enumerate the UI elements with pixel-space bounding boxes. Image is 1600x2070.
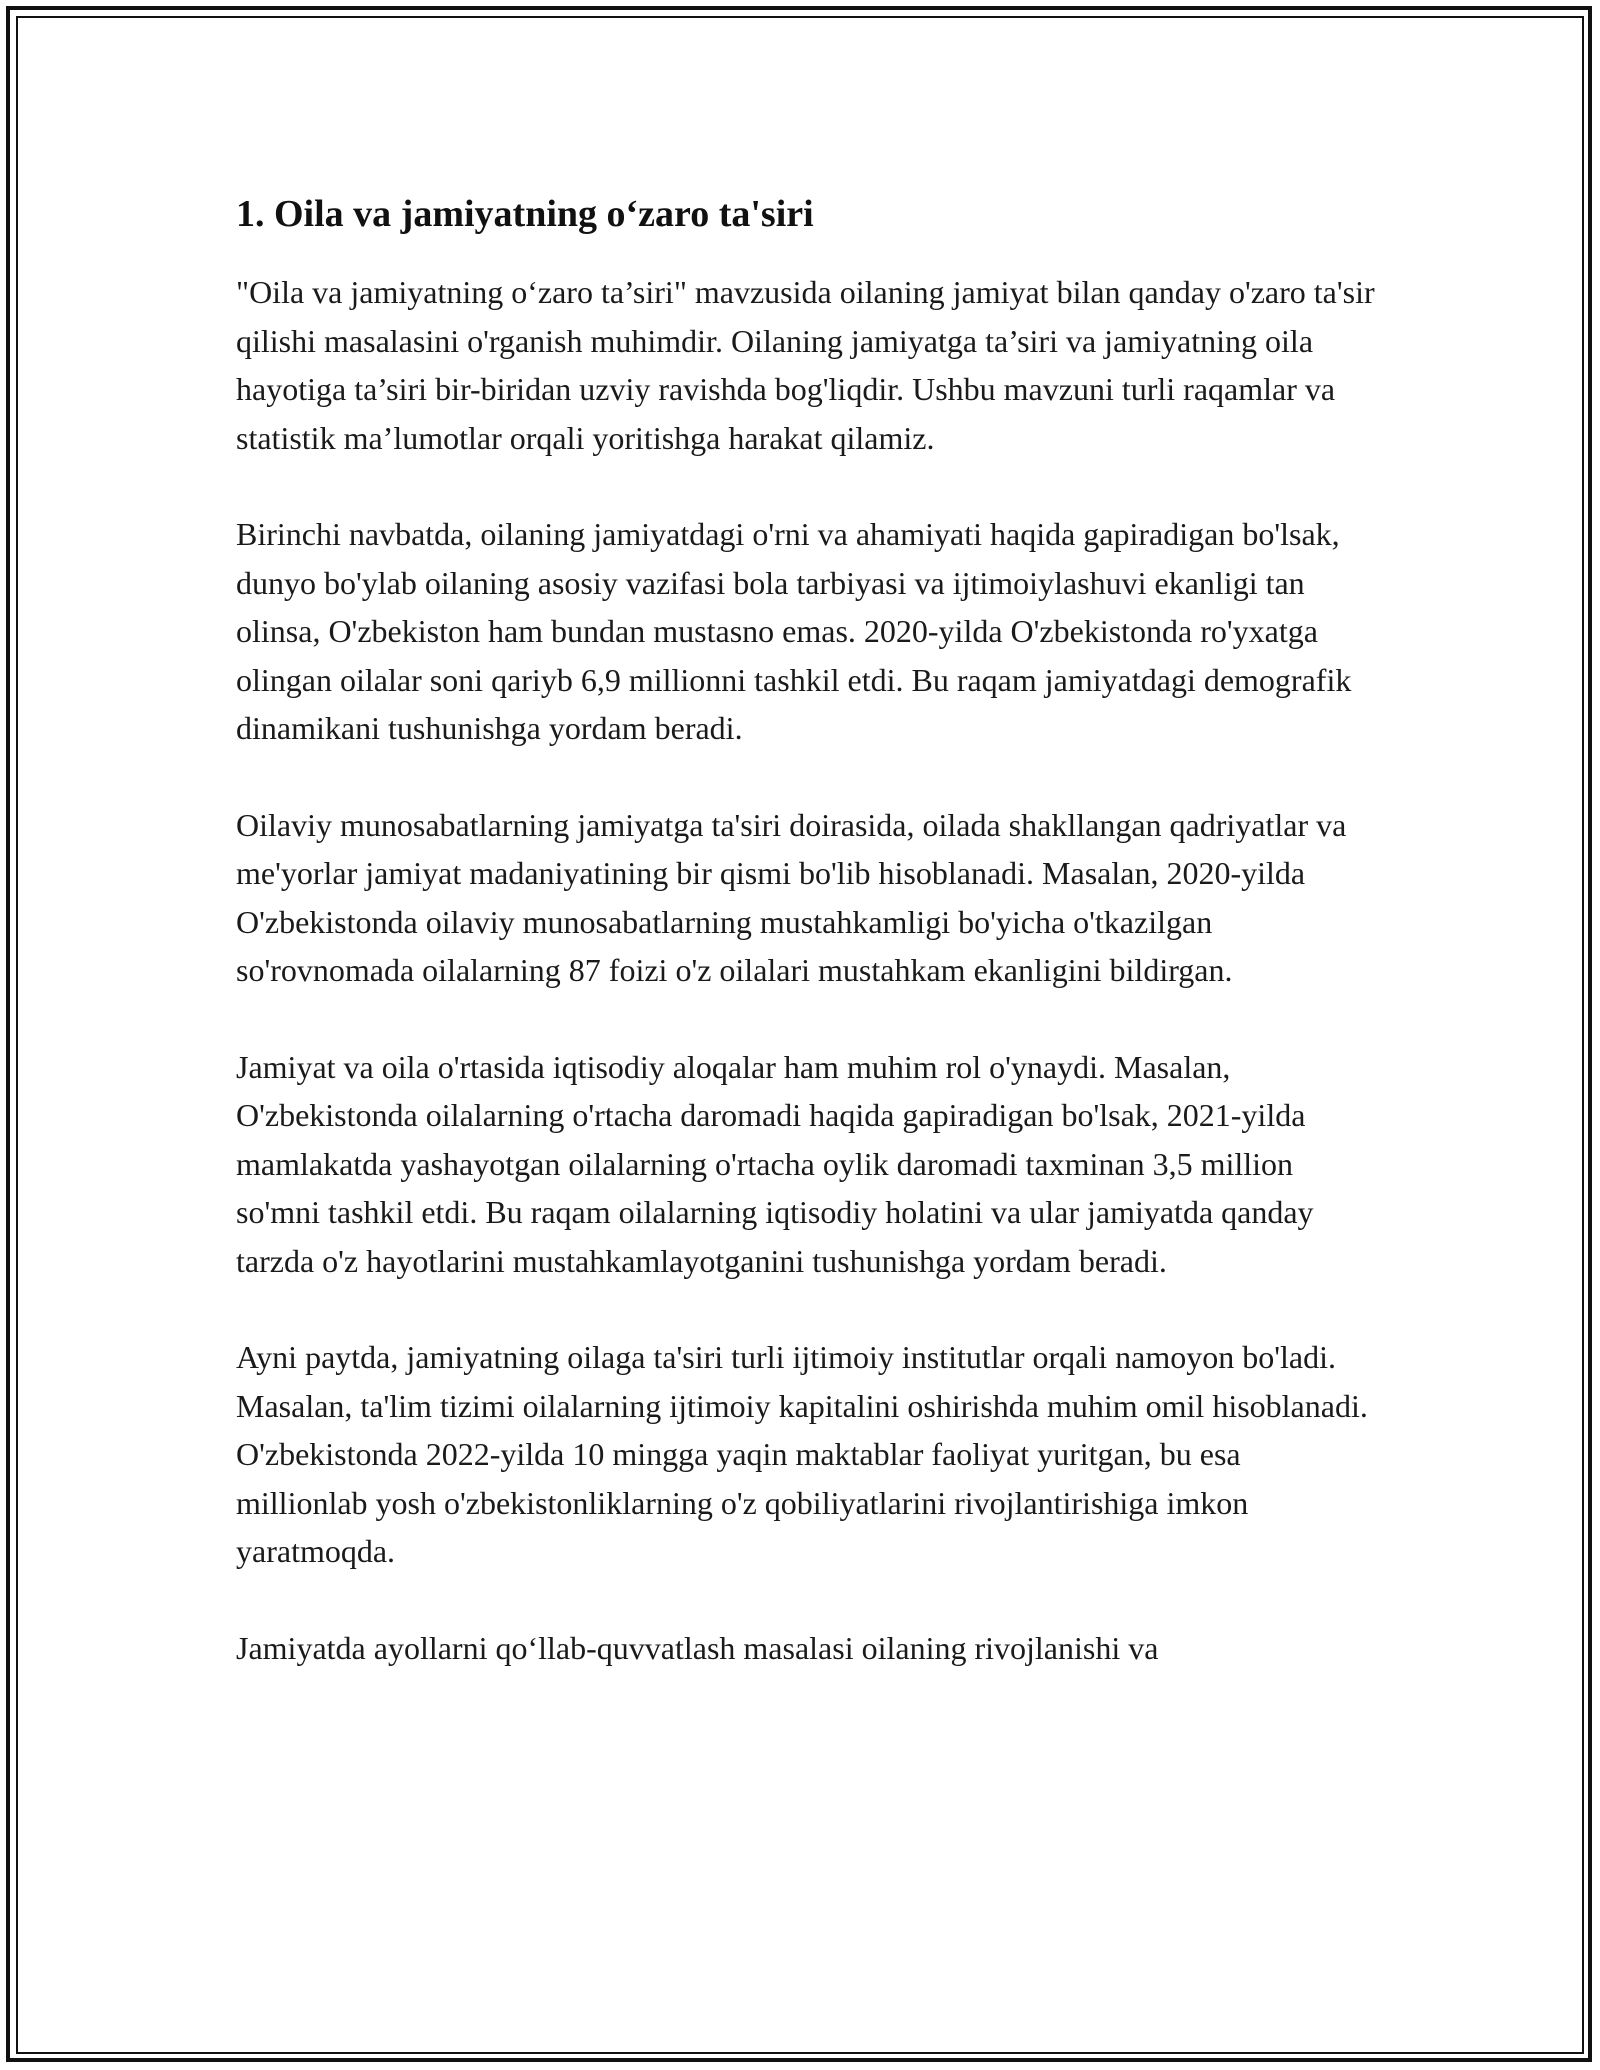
paragraph-2: Birinchi navbatda, oilaning jamiyatdagi o'rni va ahamiyati haqida gapiradigan bo'lsak, dunyo bo'ylab oilaning asosiy vazifasi bola tarbiyasi va ijtimoiylashuvi ekanligi tan olinsa, O'zbekiston ham bundan mustasno emas. 2020-yilda O'zbekistonda ro'yxatga olingan oilalar soni qariyb 6,9 millionni tashkil etdi. Bu raqam jamiyatdagi demografik dinamikani tushunishga yordam beradi.: [236, 516, 1352, 746]
paragraph-3: Oilaviy munosabatlarning jamiyatga ta'siri doirasida, oilada shakllangan qadriyatlar va me'yorlar jamiyat madaniyatining bir qismi bo'lib hisoblanadi. Masalan, 2020-yilda O'zbekistonda oilaviy munosabatlarning mustahkamligi bo'yicha o'tkazilgan so'rovnomada oilalarning 87 foizi o'z oilalari mustahkam ekanligini bildirgan.: [236, 806, 1347, 988]
document-body: [236, 188, 1376, 1672]
paragraph-1: "Oila va jamiyatning o‘zaro ta’siri" mavzusida oilaning jamiyat bilan qanday o'zaro ta'sir qilishi masalasini o'rganish muhimdir. Oilaning jamiyatga ta’siri va jamiyatning oila hayotiga ta’siri bir-biridan uzviy ravishda bog'liqdir. Ushbu mavzuni turli raqamlar va statistik ma’lumotlar orqali yoritishga harakat qilamiz.: [236, 274, 1375, 456]
paragraph-4: Jamiyat va oila o'rtasida iqtisodiy aloqalar ham muhim rol o'ynaydi. Masalan, O'zbekistonda oilalarning o'rtacha daromadi haqida gapiradigan bo'lsak, 2021-yilda mamlakatda yashayotgan oilalarning o'rtacha oylik daromadi taxminan 3,5 million so'mni tashkil etdi. Bu raqam oilalarning iqtisodiy holatini va ular jamiyatda qanday tarzda o'z hayotlarini mustahkamlayotganini tushunishga yordam beradi.: [236, 1048, 1314, 1279]
paragraph-5: Ayni paytda, jamiyatning oilaga ta'siri turli ijtimoiy institutlar orqali namoyon bo'ladi. Masalan, ta'lim tizimi oilalarning ijtimoiy kapitalini oshirishda muhim omil hisoblanadi. O'zbekistonda 2022-yilda 10 mingga yaqin maktablar faoliyat yuritgan, bu esa millionlab yosh o'zbekistonliklarning o'z qobiliyatlarini rivojlantirishiga imkon yaratmoqda.: [236, 1339, 1368, 1569]
document-title: 1. Oila va jamiyatning o‘zaro ta'siri: [236, 193, 814, 235]
paragraph-6: Jamiyatda ayollarni qo‘llab-quvvatlash masalasi oilaning rivojlanishi va: [236, 1629, 1159, 1666]
